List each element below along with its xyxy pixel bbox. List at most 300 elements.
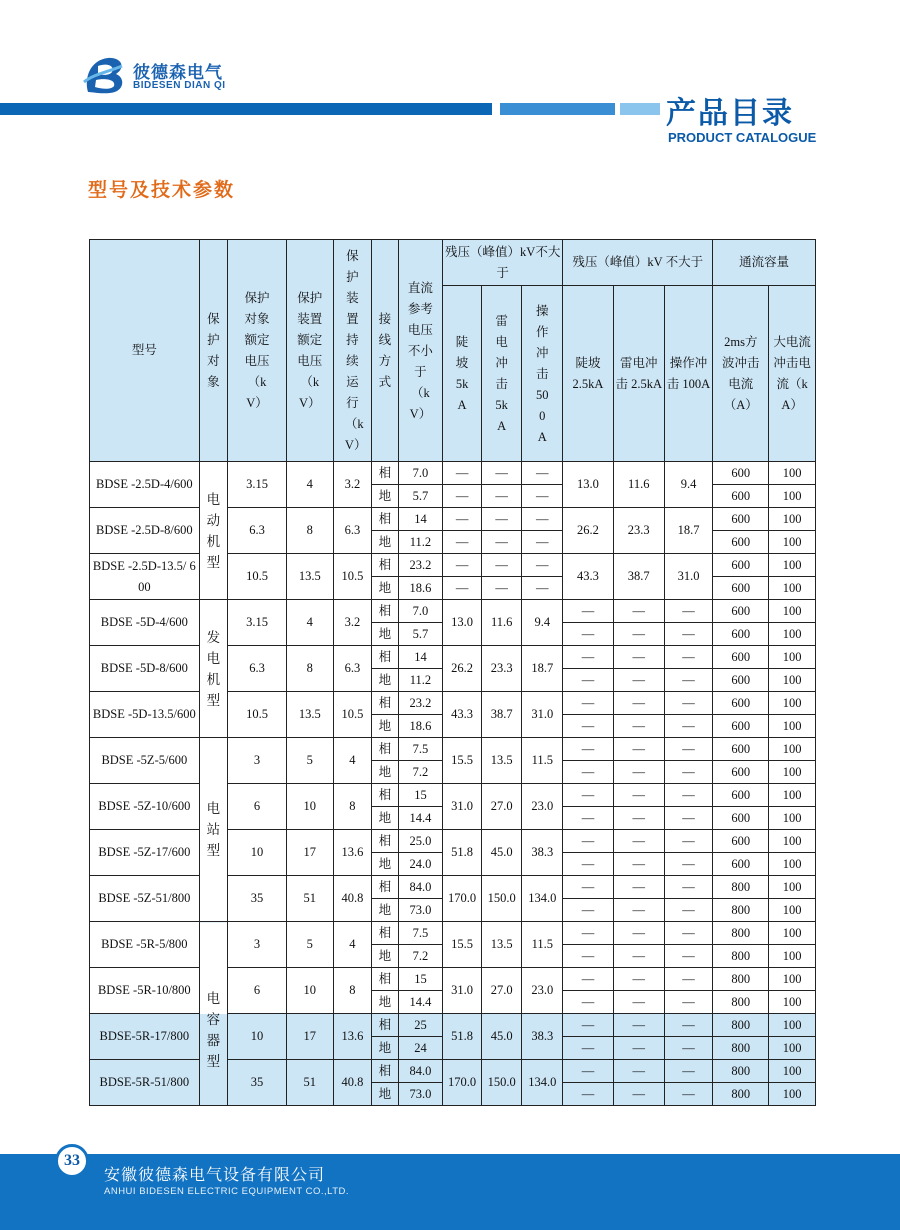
res25-lightning: — <box>613 784 664 807</box>
header-dev-rated-voltage: 保护装置额定电压（kV） <box>297 291 323 410</box>
flow-2ms: 600 <box>713 853 769 876</box>
dc-ref-phase: 14 <box>398 508 443 531</box>
continuous-voltage: 13.6 <box>333 830 372 876</box>
dev-rated-voltage: 5 <box>286 922 333 968</box>
res25-lightning: — <box>613 600 664 623</box>
wiring-ground: 地 <box>372 669 398 692</box>
model-name: BDSE -2.5D-4/600 <box>90 462 200 508</box>
res5-lightning: 27.0 <box>481 968 522 1014</box>
res25-steep: — <box>563 600 614 623</box>
res25-steep: — <box>563 646 614 669</box>
flow-large: 100 <box>769 1037 816 1060</box>
res25-switching: — <box>664 784 713 807</box>
flow-large: 100 <box>769 784 816 807</box>
obj-rated-voltage: 6.3 <box>228 646 287 692</box>
res25-steep: — <box>563 899 614 922</box>
flow-2ms: 600 <box>713 807 769 830</box>
res5-steep: — <box>443 577 482 600</box>
flow-2ms: 800 <box>713 1037 769 1060</box>
continuous-voltage: 10.5 <box>333 554 372 600</box>
catalog-title-cn: 产品目录 <box>666 96 794 131</box>
dev-rated-voltage: 8 <box>286 646 333 692</box>
header-wiring: 接线方式 <box>378 312 392 389</box>
table-row <box>90 876 816 899</box>
obj-rated-voltage: 10.5 <box>228 554 287 600</box>
res25-lightning: — <box>613 646 664 669</box>
wiring-phase: 相 <box>372 1060 398 1083</box>
brand-logo-icon <box>82 52 128 98</box>
res25-steep: 26.2 <box>563 508 614 554</box>
continuous-voltage: 6.3 <box>333 646 372 692</box>
wiring-ground: 地 <box>372 1037 398 1060</box>
res5-lightning: 13.5 <box>481 738 522 784</box>
res25-switching: — <box>664 715 713 738</box>
table-row <box>90 600 816 623</box>
res5-lightning: 150.0 <box>481 876 522 922</box>
flow-large: 100 <box>769 600 816 623</box>
dev-rated-voltage: 4 <box>286 600 333 646</box>
res25-steep: — <box>563 715 614 738</box>
flow-2ms: 800 <box>713 922 769 945</box>
header-dc-ref-voltage: 直流参考电压不小于（kV） <box>407 280 433 421</box>
res25-lightning: — <box>613 1014 664 1037</box>
res25-lightning: — <box>613 807 664 830</box>
res25-lightning: — <box>613 853 664 876</box>
header-residual-25ka-group: 残压（峰值）kV 不大于 <box>563 240 713 286</box>
header-residual-5ka-group: 残压（峰值）kV不大于 <box>443 240 563 286</box>
res25-switching: — <box>664 692 713 715</box>
dc-ref-phase: 84.0 <box>398 876 443 899</box>
dev-rated-voltage: 51 <box>286 876 333 922</box>
flow-large: 100 <box>769 807 816 830</box>
continuous-voltage: 10.5 <box>333 692 372 738</box>
dc-ref-phase: 14 <box>398 646 443 669</box>
flow-large: 100 <box>769 876 816 899</box>
model-name: BDSE -5D-13.5/600 <box>90 692 200 738</box>
dc-ref-ground: 5.7 <box>398 623 443 646</box>
model-name: BDSE -5Z-17/600 <box>90 830 200 876</box>
res5-lightning: 27.0 <box>481 784 522 830</box>
res25-switching: — <box>664 1060 713 1083</box>
res5-switching: 134.0 <box>522 876 563 922</box>
res5-switching: 23.0 <box>522 968 563 1014</box>
header-res5-lightning: 雷电冲击5kA <box>495 314 508 433</box>
res5-lightning: — <box>481 554 522 577</box>
dc-ref-phase: 23.2 <box>398 692 443 715</box>
obj-rated-voltage: 35 <box>228 1060 287 1106</box>
obj-rated-voltage: 3 <box>228 922 287 968</box>
res5-switching: 23.0 <box>522 784 563 830</box>
res25-lightning: — <box>613 968 664 991</box>
res5-switching: 9.4 <box>522 600 563 646</box>
table-row <box>90 692 816 715</box>
flow-2ms: 800 <box>713 876 769 899</box>
res5-switching: — <box>522 485 563 508</box>
dev-rated-voltage: 13.5 <box>286 554 333 600</box>
wiring-ground: 地 <box>372 853 398 876</box>
wiring-phase: 相 <box>372 462 398 485</box>
dev-rated-voltage: 8 <box>286 508 333 554</box>
continuous-voltage: 40.8 <box>333 1060 372 1106</box>
res5-steep: 31.0 <box>443 968 482 1014</box>
obj-rated-voltage: 10.5 <box>228 692 287 738</box>
header-model: 型号 <box>90 240 200 462</box>
table-row <box>90 922 816 945</box>
res25-steep: — <box>563 853 614 876</box>
flow-large: 100 <box>769 554 816 577</box>
res25-steep: — <box>563 991 614 1014</box>
obj-rated-voltage: 35 <box>228 876 287 922</box>
flow-large: 100 <box>769 1060 816 1083</box>
wiring-phase: 相 <box>372 1014 398 1037</box>
company-name-cn: 安徽彼德森电气设备有限公司 <box>104 1165 326 1184</box>
header-bar-mid <box>500 103 615 115</box>
flow-2ms: 600 <box>713 715 769 738</box>
dev-rated-voltage: 17 <box>286 830 333 876</box>
dc-ref-phase: 7.0 <box>398 600 443 623</box>
model-name: BDSE -5Z-51/800 <box>90 876 200 922</box>
res5-steep: 170.0 <box>443 1060 482 1106</box>
table-header-row <box>90 240 816 286</box>
res5-steep: 43.3 <box>443 692 482 738</box>
wiring-ground: 地 <box>372 1083 398 1106</box>
res5-switching: 134.0 <box>522 1060 563 1106</box>
flow-2ms: 600 <box>713 784 769 807</box>
dc-ref-ground: 73.0 <box>398 1083 443 1106</box>
res25-steep: — <box>563 968 614 991</box>
res25-lightning: — <box>613 922 664 945</box>
dc-ref-ground: 14.4 <box>398 991 443 1014</box>
res5-lightning: — <box>481 577 522 600</box>
flow-2ms: 600 <box>713 692 769 715</box>
res25-steep: — <box>563 876 614 899</box>
dc-ref-ground: 5.7 <box>398 485 443 508</box>
flow-large: 100 <box>769 646 816 669</box>
res5-lightning: 150.0 <box>481 1060 522 1106</box>
flow-large: 100 <box>769 508 816 531</box>
res5-steep: 51.8 <box>443 830 482 876</box>
group-label: 电容器型 <box>206 991 221 1069</box>
model-name: BDSE-5R-51/800 <box>90 1060 200 1106</box>
wiring-ground: 地 <box>372 485 398 508</box>
continuous-voltage: 6.3 <box>333 508 372 554</box>
header-bar-dark <box>0 103 492 115</box>
res25-switching: — <box>664 1037 713 1060</box>
wiring-ground: 地 <box>372 577 398 600</box>
dc-ref-phase: 84.0 <box>398 1060 443 1083</box>
res5-steep: 15.5 <box>443 922 482 968</box>
continuous-voltage: 40.8 <box>333 876 372 922</box>
res25-switching: 31.0 <box>664 554 713 600</box>
res5-switching: 31.0 <box>522 692 563 738</box>
table-row <box>90 968 816 991</box>
res25-switching: — <box>664 899 713 922</box>
res25-steep: — <box>563 830 614 853</box>
model-name: BDSE -2.5D-8/600 <box>90 508 200 554</box>
dc-ref-phase: 7.5 <box>398 738 443 761</box>
res25-switching: — <box>664 738 713 761</box>
flow-large: 100 <box>769 899 816 922</box>
dc-ref-ground: 18.6 <box>398 715 443 738</box>
res25-lightning: — <box>613 692 664 715</box>
res5-steep: — <box>443 485 482 508</box>
continuous-voltage: 4 <box>333 738 372 784</box>
wiring-phase: 相 <box>372 508 398 531</box>
res25-steep: — <box>563 807 614 830</box>
wiring-ground: 地 <box>372 623 398 646</box>
res25-steep: — <box>563 1060 614 1083</box>
res25-switching: 9.4 <box>664 462 713 508</box>
flow-2ms: 600 <box>713 669 769 692</box>
res5-switching: 11.5 <box>522 738 563 784</box>
res25-lightning: — <box>613 899 664 922</box>
dc-ref-phase: 23.2 <box>398 554 443 577</box>
wiring-phase: 相 <box>372 968 398 991</box>
group-label: 发电机型 <box>206 629 221 708</box>
flow-2ms: 600 <box>713 462 769 485</box>
res25-switching: — <box>664 623 713 646</box>
wiring-phase: 相 <box>372 738 398 761</box>
table-row <box>90 508 816 531</box>
group-label: 电动机型 <box>206 491 221 570</box>
flow-large: 100 <box>769 945 816 968</box>
flow-2ms: 600 <box>713 623 769 646</box>
obj-rated-voltage: 3.15 <box>228 600 287 646</box>
obj-rated-voltage: 6.3 <box>228 508 287 554</box>
res25-steep: 13.0 <box>563 462 614 508</box>
wiring-phase: 相 <box>372 784 398 807</box>
res25-switching: — <box>664 853 713 876</box>
flow-2ms: 600 <box>713 577 769 600</box>
header-res25-steep: 陡坡 2.5kA <box>563 286 614 462</box>
wiring-ground: 地 <box>372 945 398 968</box>
table-row <box>90 554 816 577</box>
group-label: 电站型 <box>206 801 221 858</box>
dev-rated-voltage: 10 <box>286 784 333 830</box>
res5-switching: — <box>522 531 563 554</box>
res5-switching: 18.7 <box>522 646 563 692</box>
res25-switching: — <box>664 761 713 784</box>
model-name: BDSE -5D-8/600 <box>90 646 200 692</box>
dev-rated-voltage: 17 <box>286 1014 333 1060</box>
flow-large: 100 <box>769 692 816 715</box>
res25-lightning: — <box>613 1083 664 1106</box>
company-name-en: ANHUI BIDESEN ELECTRIC EQUIPMENT CO.,LTD. <box>104 1186 350 1197</box>
res25-steep: — <box>563 623 614 646</box>
res25-switching: — <box>664 646 713 669</box>
res25-steep: — <box>563 922 614 945</box>
res5-steep: 31.0 <box>443 784 482 830</box>
res5-switching: 38.3 <box>522 830 563 876</box>
res5-lightning: 45.0 <box>481 830 522 876</box>
dc-ref-phase: 25.0 <box>398 830 443 853</box>
wiring-phase: 相 <box>372 830 398 853</box>
wiring-phase: 相 <box>372 876 398 899</box>
header-protect-object: 保护对象 <box>207 312 220 389</box>
wiring-phase: 相 <box>372 646 398 669</box>
res5-steep: 15.5 <box>443 738 482 784</box>
res25-steep: — <box>563 1083 614 1106</box>
flow-large: 100 <box>769 1014 816 1037</box>
res25-switching: — <box>664 830 713 853</box>
res25-switching: — <box>664 807 713 830</box>
table-row <box>90 646 816 669</box>
header-flow-large: 大电流冲击电流（kA） <box>773 335 811 412</box>
page-number: 33 <box>55 1144 89 1178</box>
brand-name-en: BIDESEN DIAN QI <box>133 80 226 91</box>
res25-steep: — <box>563 761 614 784</box>
flow-large: 100 <box>769 531 816 554</box>
res5-steep: 170.0 <box>443 876 482 922</box>
res5-lightning: 13.5 <box>481 922 522 968</box>
flow-large: 100 <box>769 991 816 1014</box>
dc-ref-phase: 15 <box>398 968 443 991</box>
dev-rated-voltage: 4 <box>286 462 333 508</box>
res25-lightning: — <box>613 761 664 784</box>
flow-2ms: 600 <box>713 761 769 784</box>
spec-table <box>89 239 816 1106</box>
continuous-voltage: 3.2 <box>333 462 372 508</box>
wiring-ground: 地 <box>372 991 398 1014</box>
res5-lightning: — <box>481 485 522 508</box>
dc-ref-ground: 73.0 <box>398 899 443 922</box>
res5-steep: 13.0 <box>443 600 482 646</box>
continuous-voltage: 13.6 <box>333 1014 372 1060</box>
header-obj-rated-voltage: 保护对象额定电压（kV） <box>244 291 270 410</box>
flow-large: 100 <box>769 669 816 692</box>
res25-switching: — <box>664 669 713 692</box>
flow-large: 100 <box>769 577 816 600</box>
header-flow-2ms: 2ms方波冲击电流（A） <box>722 335 760 412</box>
model-name: BDSE -5Z-5/600 <box>90 738 200 784</box>
flow-2ms: 800 <box>713 899 769 922</box>
res25-switching: — <box>664 922 713 945</box>
catalog-title-en: PRODUCT CATALOGUE <box>668 130 817 145</box>
res5-lightning: — <box>481 462 522 485</box>
res25-steep: — <box>563 669 614 692</box>
continuous-voltage: 8 <box>333 968 372 1014</box>
res5-lightning: — <box>481 531 522 554</box>
res25-lightning: — <box>613 623 664 646</box>
dev-rated-voltage: 51 <box>286 1060 333 1106</box>
header-dev-continuous-voltage: 保护装置持续运行（kV） <box>344 249 367 452</box>
model-name: BDSE -5R-5/800 <box>90 922 200 968</box>
flow-large: 100 <box>769 1083 816 1106</box>
model-name: BDSE -2.5D-13.5/ 600 <box>90 554 200 600</box>
res25-lightning: — <box>613 669 664 692</box>
res25-steep: — <box>563 945 614 968</box>
res25-lightning: — <box>613 830 664 853</box>
obj-rated-voltage: 10 <box>228 1014 287 1060</box>
res5-lightning: — <box>481 508 522 531</box>
section-title: 型号及技术参数 <box>88 179 236 201</box>
res25-lightning: — <box>613 876 664 899</box>
res25-steep: — <box>563 784 614 807</box>
continuous-voltage: 8 <box>333 784 372 830</box>
dc-ref-ground: 24 <box>398 1037 443 1060</box>
obj-rated-voltage: 3.15 <box>228 462 287 508</box>
res25-steep: — <box>563 1014 614 1037</box>
dc-ref-phase: 25 <box>398 1014 443 1037</box>
dc-ref-ground: 11.2 <box>398 669 443 692</box>
dc-ref-ground: 24.0 <box>398 853 443 876</box>
res5-switching: — <box>522 508 563 531</box>
flow-2ms: 600 <box>713 830 769 853</box>
flow-2ms: 600 <box>713 531 769 554</box>
dc-ref-ground: 18.6 <box>398 577 443 600</box>
wiring-ground: 地 <box>372 807 398 830</box>
obj-rated-voltage: 6 <box>228 968 287 1014</box>
header-flow-group: 通流容量 <box>713 240 816 286</box>
table-row <box>90 738 816 761</box>
header-bar-light <box>620 103 660 115</box>
flow-large: 100 <box>769 462 816 485</box>
res25-switching: — <box>664 600 713 623</box>
res25-steep: 43.3 <box>563 554 614 600</box>
res5-lightning: 23.3 <box>481 646 522 692</box>
res5-steep: — <box>443 554 482 577</box>
res5-switching: — <box>522 462 563 485</box>
flow-2ms: 800 <box>713 991 769 1014</box>
res25-switching: — <box>664 1083 713 1106</box>
flow-2ms: 800 <box>713 1060 769 1083</box>
flow-large: 100 <box>769 761 816 784</box>
res5-lightning: 11.6 <box>481 600 522 646</box>
continuous-voltage: 3.2 <box>333 600 372 646</box>
dc-ref-ground: 14.4 <box>398 807 443 830</box>
flow-large: 100 <box>769 715 816 738</box>
dc-ref-phase: 7.5 <box>398 922 443 945</box>
flow-large: 100 <box>769 830 816 853</box>
res5-lightning: 45.0 <box>481 1014 522 1060</box>
res25-lightning: — <box>613 1060 664 1083</box>
flow-2ms: 600 <box>713 485 769 508</box>
res25-lightning: — <box>613 715 664 738</box>
continuous-voltage: 4 <box>333 922 372 968</box>
wiring-ground: 地 <box>372 531 398 554</box>
header-res5-steep: 陡坡5kA <box>455 335 469 412</box>
dev-rated-voltage: 13.5 <box>286 692 333 738</box>
res25-steep: — <box>563 692 614 715</box>
res5-lightning: 38.7 <box>481 692 522 738</box>
res5-steep: — <box>443 508 482 531</box>
res5-switching: 11.5 <box>522 922 563 968</box>
table-row <box>90 830 816 853</box>
flow-2ms: 600 <box>713 738 769 761</box>
res25-lightning: — <box>613 991 664 1014</box>
model-name: BDSE -5R-10/800 <box>90 968 200 1014</box>
flow-2ms: 600 <box>713 600 769 623</box>
flow-large: 100 <box>769 853 816 876</box>
res25-lightning: 38.7 <box>613 554 664 600</box>
res25-steep: — <box>563 738 614 761</box>
wiring-ground: 地 <box>372 761 398 784</box>
res5-steep: 51.8 <box>443 1014 482 1060</box>
flow-2ms: 800 <box>713 945 769 968</box>
res5-switching: 38.3 <box>522 1014 563 1060</box>
flow-large: 100 <box>769 922 816 945</box>
dev-rated-voltage: 10 <box>286 968 333 1014</box>
dc-ref-ground: 7.2 <box>398 945 443 968</box>
header-res5-switching: 操作冲击500A <box>536 303 549 444</box>
flow-large: 100 <box>769 738 816 761</box>
flow-large: 100 <box>769 623 816 646</box>
res25-steep: — <box>563 1037 614 1060</box>
res5-switching: — <box>522 554 563 577</box>
wiring-ground: 地 <box>372 715 398 738</box>
flow-2ms: 600 <box>713 646 769 669</box>
dc-ref-phase: 7.0 <box>398 462 443 485</box>
